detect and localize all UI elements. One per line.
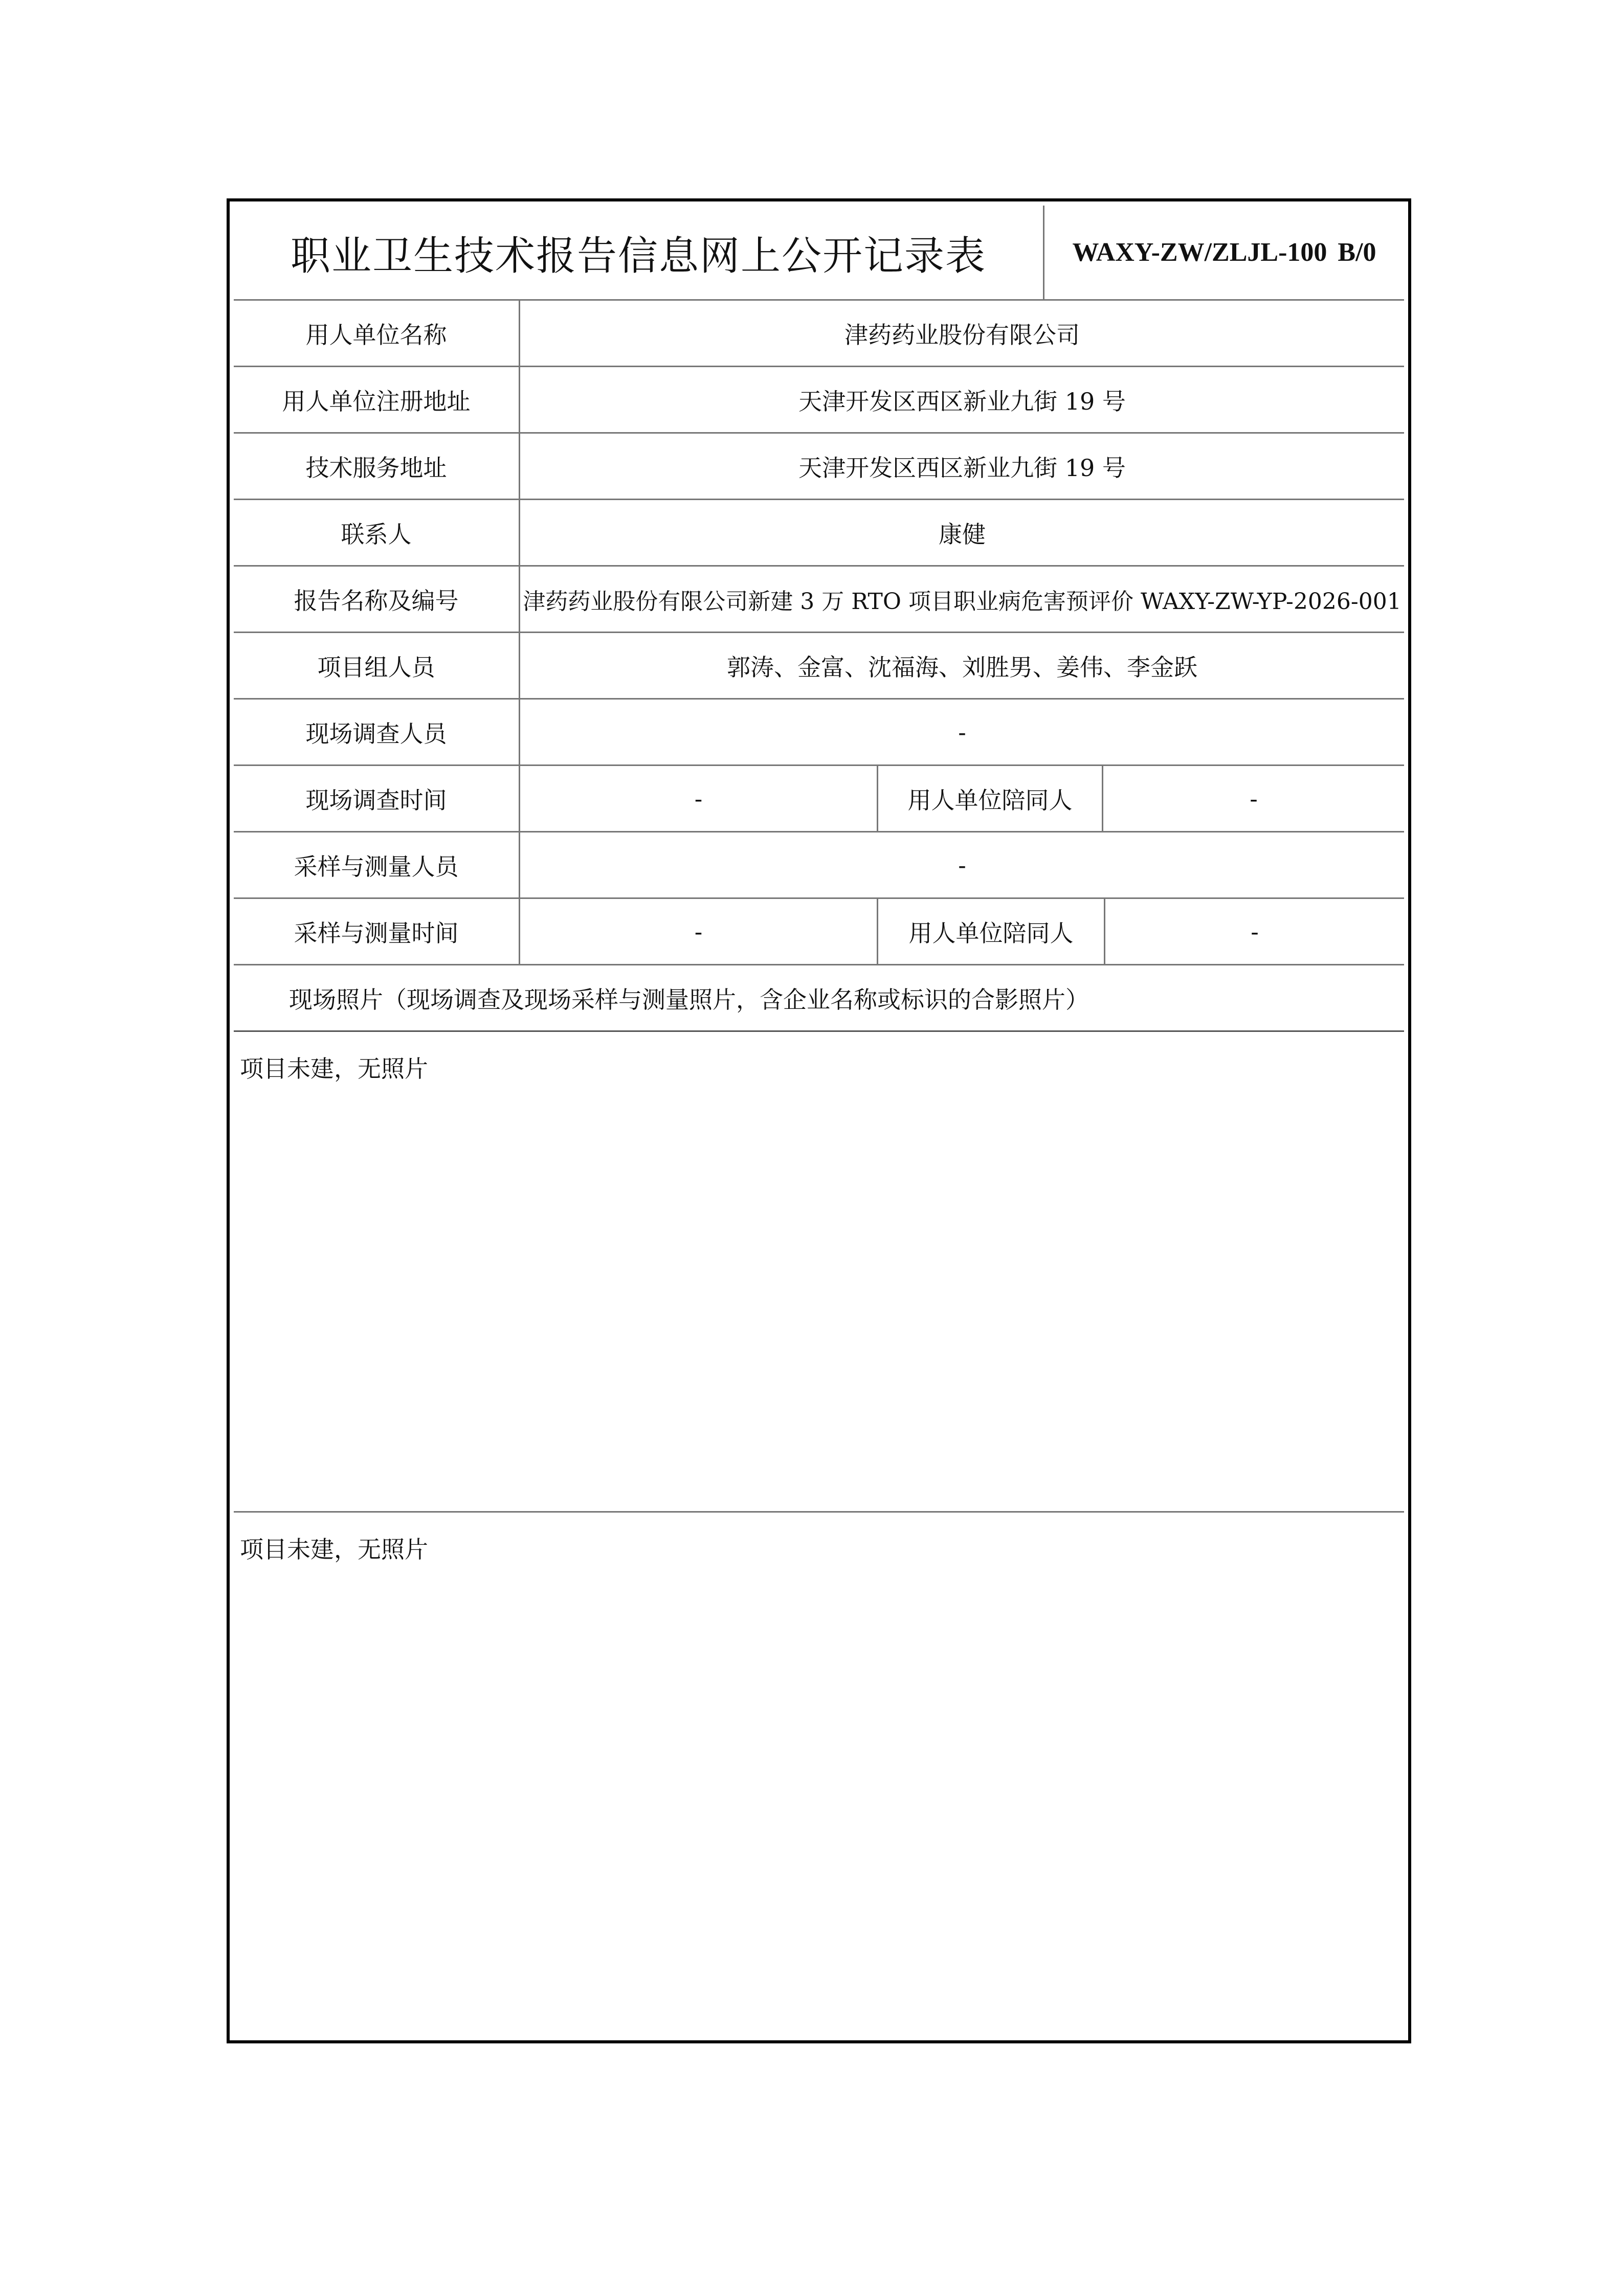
survey-companion-value: -: [1250, 784, 1258, 813]
team-label: 项目组人员: [234, 633, 520, 698]
row-registered-address: [234, 367, 1404, 434]
survey-time-value: -: [520, 766, 878, 831]
service-address-label: 技术服务地址: [234, 434, 520, 499]
contact-label: 联系人: [234, 500, 520, 565]
photo-area-1-text: 项目未建，无照片: [240, 1055, 428, 1083]
team-value: 郭涛、金富、沈福海、刘胜男、姜伟、李金跃: [727, 653, 1197, 681]
report-label: 报告名称及编号: [234, 567, 520, 632]
sampling-time-label: 采样与测量时间: [234, 899, 520, 964]
row-photo-heading: [234, 965, 1404, 1032]
survey-staff-label: 现场调查人员: [234, 700, 520, 764]
row-team: [234, 633, 1404, 700]
record-form: [227, 198, 1411, 2043]
row-sampling-staff: [234, 832, 1404, 899]
employer-name-value: 津药药业股份有限公司: [844, 321, 1080, 349]
registered-address-value: 天津开发区西区新业九街 19 号: [798, 387, 1126, 415]
title-row: [234, 206, 1404, 301]
form-code: WAXY-ZW/ZLJL-100 B/0: [1072, 238, 1376, 267]
row-report: [234, 567, 1404, 633]
survey-time-label: 现场调查时间: [234, 766, 520, 831]
form-title: 职业卫生技术报告信息网上公开记录表: [234, 206, 1044, 299]
registered-address-label: 用人单位注册地址: [234, 367, 520, 432]
form-inner: [234, 206, 1404, 2036]
row-survey-staff: [234, 700, 1404, 766]
photo-heading: 现场照片（现场调查及现场采样与测量照片，含企业名称或标识的合影照片）: [289, 985, 1089, 1014]
report-value: 津药药业股份有限公司新建 3 万 RTO 项目职业病危害预评价 WAXY-ZW-YP-2026-001: [523, 588, 1401, 615]
row-employer-name: [234, 301, 1404, 367]
sampling-staff-label: 采样与测量人员: [234, 832, 520, 897]
row-sampling-time: [234, 899, 1404, 965]
service-address-value: 天津开发区西区新业九街 19 号: [798, 454, 1126, 482]
sampling-companion-value: -: [1251, 917, 1259, 946]
row-survey-time: [234, 766, 1404, 832]
photo-area-1: [234, 1032, 1404, 1513]
row-contact: [234, 500, 1404, 567]
row-service-address: [234, 434, 1404, 500]
contact-value: 康健: [939, 520, 986, 548]
sampling-staff-value: -: [958, 851, 966, 879]
employer-name-label: 用人单位名称: [234, 301, 520, 366]
survey-companion-label: 用人单位陪同人: [878, 766, 1103, 831]
photo-area-2-text: 项目未建，无照片: [240, 1536, 428, 1563]
sampling-companion-label: 用人单位陪同人: [878, 899, 1105, 964]
photo-area-2: [234, 1513, 1404, 2036]
survey-staff-value: -: [958, 718, 966, 746]
sampling-time-value: -: [520, 899, 878, 964]
